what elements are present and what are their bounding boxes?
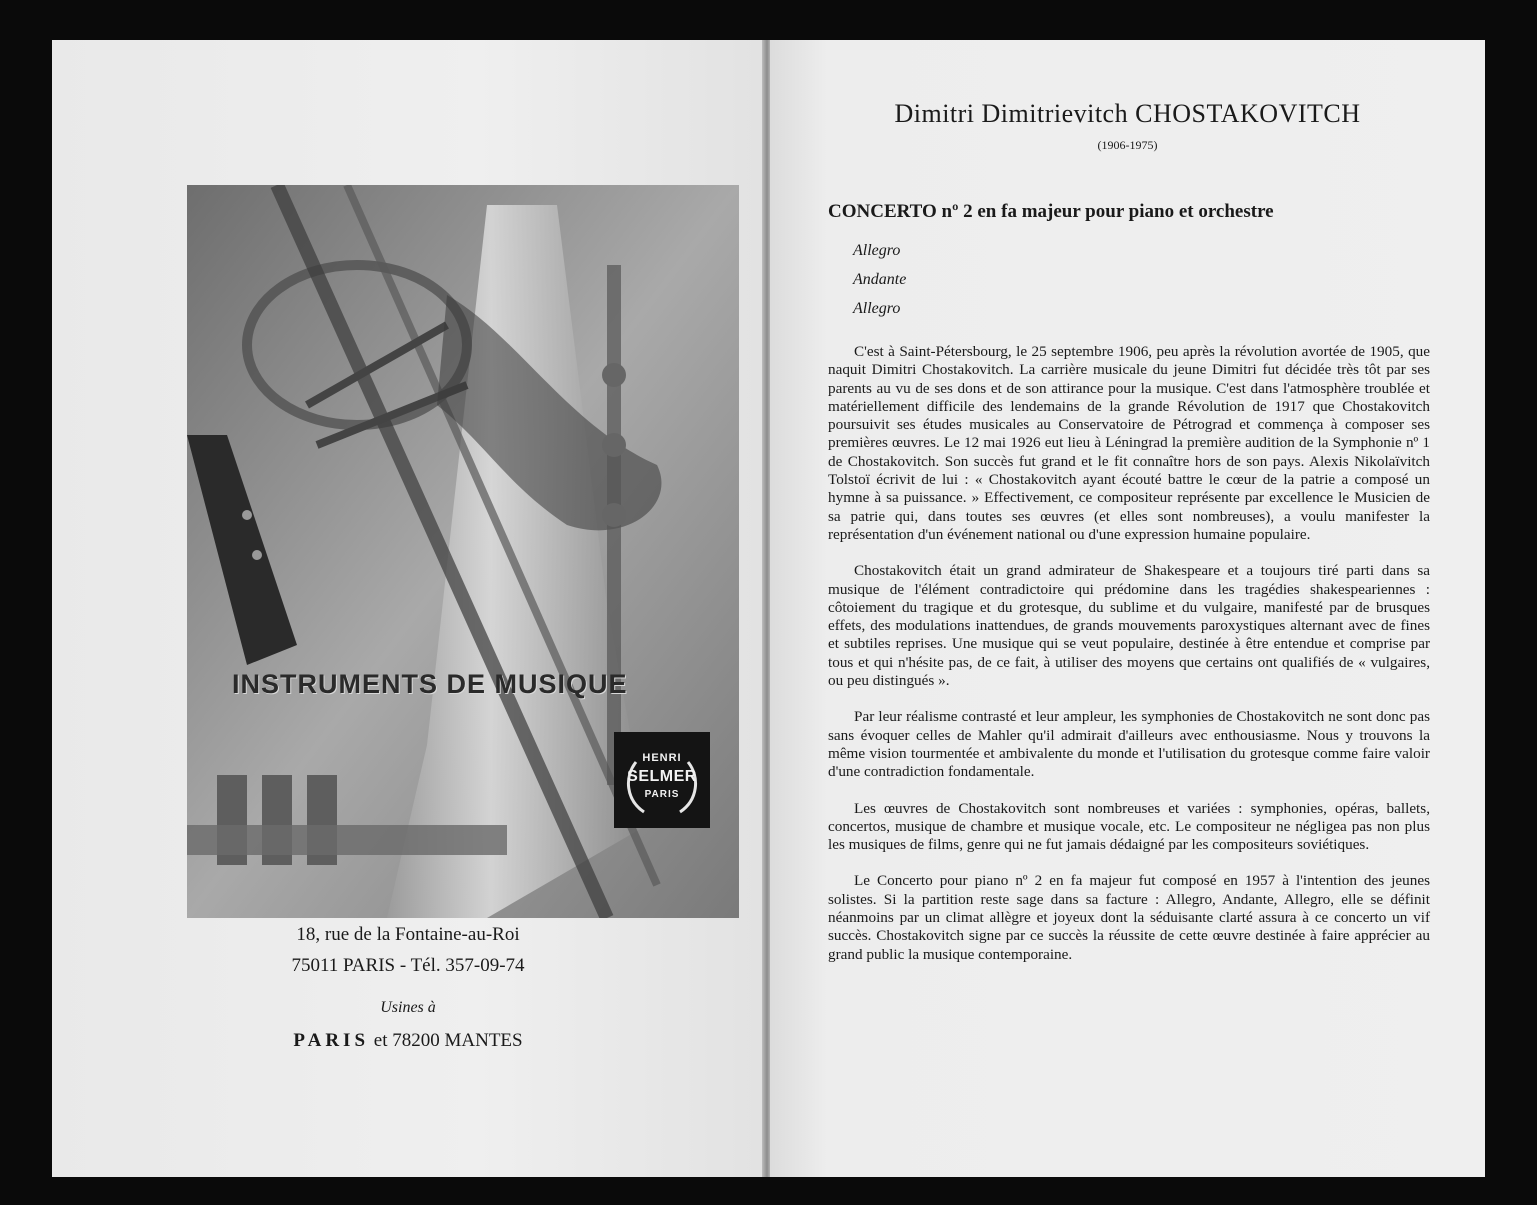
left-page — [52, 40, 764, 1177]
program-notes — [828, 343, 1430, 982]
paragraph: Le Concerto pour piano nº 2 en fa majeur fut composé en 1957 à l'intention des jeunes solistes. Si la partition reste sage dans sa facture : Allegro, Andante, Allegro, elle se définit néanmoins par un climat allègre et joyeux dont la séduisante clarté assura à ce concerto un vif succès. Chostakovitch signe par ce succès la réussite de cette œuvre destinée à faire apprécier au grand public la musique contemporaine. — [828, 872, 1430, 963]
paragraph: C'est à Saint-Pétersbourg, le 25 septembre 1906, peu après la révolution avortée de 1905, que naquit Dimitri Chostakovitch. La carrière musicale du jeune Dimitri fut décidée très tôt par ses parents au vu de ses dons et de son attirance pour la musique. C'est dans l'atmosphère troublée et matériellement difficile des lendemains de la grande Révolution de 1917 que Chostakovitch poursuivit ses études musicales au Conservatoire de Pétrograd et commença à composer ses premières œuvres. Le 12 mai 1926 eut lieu à Léningrad la première audition de la Symphonie nº 1 de Chostakovitch. Son succès fut grand et le fit connaître hors de son pays. Alexis Nikolaïvitch Tolstoï écrivit de lui : « Chostakovitch ayant écouté battre le cœur de la patrie a composé un hymne à sa puissance. » Effectivement, ce compositeur représente par excellence le Musicien de sa patrie qui, dans toutes ses œuvres (et elles sont nombreuses), a voulu manifester la représentation d'un événement national ou d'une expression humaine populaire. — [828, 343, 1430, 543]
movement-1: Allegro — [853, 242, 901, 259]
factories-label: Usines à — [380, 999, 436, 1016]
selmer-logo — [614, 732, 710, 828]
factories-locations — [52, 1030, 764, 1052]
composer-name: Dimitri Dimitrievitch CHOSTAKOVITCH — [894, 99, 1361, 128]
ad-headline: INSTRUMENTS DE MUSIQUE — [232, 669, 628, 699]
movement-3: Allegro — [853, 300, 901, 317]
composer-dates: (1906-1975) — [1097, 138, 1158, 152]
logo-paris: PARIS — [644, 789, 680, 800]
logo-henri: HENRI — [642, 752, 682, 764]
paragraph: Par leur réalisme contrasté et leur ampleur, les symphonies de Chostakovitch ne sont donc pas sans évoquer celles de Mahler qu'il admirait d'ailleurs avec enthousiasme. Nous y trouvons la même vision tourmentée et ambivalente du monde et l'utilisation du grotesque comme faire valoir d'une contradiction fondamentale. — [828, 708, 1430, 781]
paragraph: Les œuvres de Chostakovitch sont nombreuses et variées : symphonies, opéras, ballets, concertos, musique de chambre et musique vocale, etc. Le compositeur ne négligea pas non plus les musiques de films, genre qui ne fut jamais dédaigné par les compositeurs soviétiques. — [828, 799, 1430, 854]
logo-selmer: SELMER — [627, 768, 697, 785]
address-street: 18, rue de la Fontaine-au-Roi — [296, 924, 520, 945]
address-city-phone: 75011 PARIS - Tél. 357-09-74 — [291, 955, 525, 976]
right-page — [770, 40, 1485, 1177]
movement-2: Andante — [853, 271, 907, 288]
paragraph: Chostakovitch était un grand admirateur de Shakespeare et a toujours tiré parti dans sa musique de l'élément contradictoire qui prédomine dans les tragédies shakespeariennes : côtoiement du tragique et du grotesque, du sublime et du vulgaire, manifesté par de brusques effets, des modulations inattendues, de grands mouvements paroxystiques alternant avec de fines et subtiles reprises. Une musique qui se veut populaire, destinée à être entendue et comprise par tous et qui n'hésite pas, de ce fait, à utiliser des moyens que certains ont qualifiés de « vulgaires, ou peu distingués ». — [828, 562, 1430, 690]
instruments-ad-photo — [187, 185, 739, 918]
factories-mantes: et 78200 MANTES — [373, 1030, 523, 1051]
factories-paris: PARIS — [293, 1030, 370, 1051]
work-title: CONCERTO nº 2 en fa majeur pour piano et orchestre — [828, 201, 1274, 222]
